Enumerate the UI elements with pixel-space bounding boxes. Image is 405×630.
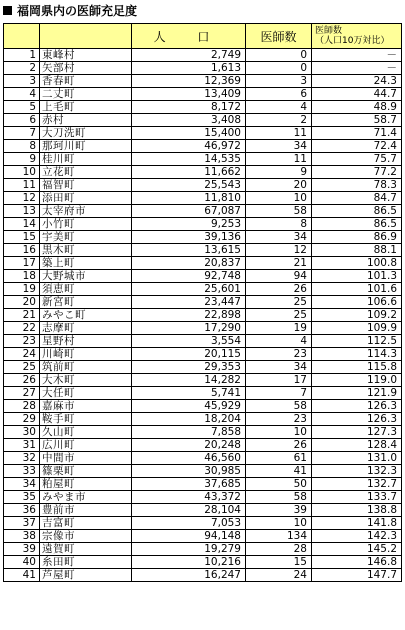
municipality-name: 立花町	[40, 166, 132, 179]
population-cell: 7,858	[132, 426, 246, 439]
municipality-name: 新宮町	[40, 296, 132, 309]
population-cell: 28,104	[132, 504, 246, 517]
table-row	[4, 413, 402, 426]
population-cell: 22,898	[132, 309, 246, 322]
row-number: 41	[4, 569, 40, 582]
doctor-count-cell: 41	[246, 465, 312, 478]
population-cell: 46,560	[132, 452, 246, 465]
page-title	[3, 1, 137, 21]
doctor-count-cell: 134	[246, 530, 312, 543]
doctor-count-cell: 21	[246, 257, 312, 270]
doctor-count-cell: 50	[246, 478, 312, 491]
ratio-cell: 109.9	[312, 322, 402, 335]
municipality-name: 東峰村	[40, 49, 132, 62]
ratio-cell: 24.3	[312, 75, 402, 88]
row-number: 31	[4, 439, 40, 452]
row-number: 21	[4, 309, 40, 322]
row-number: 15	[4, 231, 40, 244]
population-cell: 94,148	[132, 530, 246, 543]
ratio-cell: 44.7	[312, 88, 402, 101]
page-title-text: 福岡県内の医師充足度	[17, 4, 138, 18]
table-row	[4, 491, 402, 504]
ratio-cell: 128.4	[312, 439, 402, 452]
ratio-cell: 109.2	[312, 309, 402, 322]
row-number: 2	[4, 62, 40, 75]
population-cell: 5,741	[132, 387, 246, 400]
population-cell: 12,369	[132, 75, 246, 88]
ratio-cell: 75.7	[312, 153, 402, 166]
ratio-cell: 114.3	[312, 348, 402, 361]
row-number: 9	[4, 153, 40, 166]
municipality-name: 筑前町	[40, 361, 132, 374]
row-number: 1	[4, 49, 40, 62]
population-cell: 11,662	[132, 166, 246, 179]
population-cell: 20,115	[132, 348, 246, 361]
table-row	[4, 361, 402, 374]
table-row	[4, 309, 402, 322]
row-number: 11	[4, 179, 40, 192]
doctor-count-cell: 58	[246, 491, 312, 504]
square-bullet-icon	[3, 6, 12, 15]
ratio-cell: 131.0	[312, 452, 402, 465]
table-row	[4, 101, 402, 114]
ratio-cell: 77.2	[312, 166, 402, 179]
doctor-count-cell: 3	[246, 75, 312, 88]
table-row	[4, 452, 402, 465]
doctor-sufficiency-table	[3, 23, 402, 582]
municipality-name: 小竹町	[40, 218, 132, 231]
table-row	[4, 465, 402, 478]
row-number: 22	[4, 322, 40, 335]
population-cell: 14,535	[132, 153, 246, 166]
ratio-cell: 146.8	[312, 556, 402, 569]
table-row	[4, 231, 402, 244]
row-number: 25	[4, 361, 40, 374]
ratio-cell: －	[312, 62, 402, 75]
ratio-cell: 101.6	[312, 283, 402, 296]
table-row	[4, 244, 402, 257]
doctor-count-cell: 9	[246, 166, 312, 179]
ratio-cell: 133.7	[312, 491, 402, 504]
doctor-count-cell: 4	[246, 335, 312, 348]
table-row	[4, 88, 402, 101]
population-cell: 8,172	[132, 101, 246, 114]
table-row	[4, 257, 402, 270]
doctor-count-cell: 94	[246, 270, 312, 283]
row-number: 29	[4, 413, 40, 426]
municipality-name: 遠賀町	[40, 543, 132, 556]
table-row	[4, 335, 402, 348]
population-cell: 25,543	[132, 179, 246, 192]
doctor-count-cell: 58	[246, 205, 312, 218]
table-row	[4, 166, 402, 179]
population-cell: 23,447	[132, 296, 246, 309]
doctor-count-cell: 34	[246, 140, 312, 153]
municipality-name: 中間市	[40, 452, 132, 465]
doctor-count-cell: 34	[246, 361, 312, 374]
table-row	[4, 400, 402, 413]
municipality-name: 芦屋町	[40, 569, 132, 582]
ratio-cell: 78.3	[312, 179, 402, 192]
population-cell: 14,282	[132, 374, 246, 387]
municipality-name: 矢部村	[40, 62, 132, 75]
municipality-name: 須恵町	[40, 283, 132, 296]
doctor-count-cell: 23	[246, 348, 312, 361]
ratio-cell: 101.3	[312, 270, 402, 283]
municipality-name: 添田町	[40, 192, 132, 205]
municipality-name: みやま市	[40, 491, 132, 504]
row-number: 30	[4, 426, 40, 439]
row-number: 14	[4, 218, 40, 231]
doctor-count-cell: 10	[246, 517, 312, 530]
population-cell: 46,972	[132, 140, 246, 153]
row-number: 13	[4, 205, 40, 218]
doctor-count-cell: 24	[246, 569, 312, 582]
row-number: 12	[4, 192, 40, 205]
header-doctors: 医師数	[246, 24, 312, 49]
row-number: 36	[4, 504, 40, 517]
row-number: 4	[4, 88, 40, 101]
header-population: 人 口	[132, 24, 246, 49]
municipality-name: 築上町	[40, 257, 132, 270]
doctor-count-cell: 0	[246, 62, 312, 75]
doctor-count-cell: 0	[246, 49, 312, 62]
row-number: 24	[4, 348, 40, 361]
table-row	[4, 192, 402, 205]
municipality-name: 広川町	[40, 439, 132, 452]
municipality-name: 川崎町	[40, 348, 132, 361]
municipality-name: 那珂川町	[40, 140, 132, 153]
row-number: 17	[4, 257, 40, 270]
table-row	[4, 296, 402, 309]
table-row	[4, 374, 402, 387]
municipality-name: 大刀洗町	[40, 127, 132, 140]
table-row	[4, 569, 402, 582]
table-row	[4, 270, 402, 283]
header-ratio-line1: 医師数	[315, 26, 343, 36]
row-number: 33	[4, 465, 40, 478]
population-cell: 30,985	[132, 465, 246, 478]
doctor-count-cell: 10	[246, 426, 312, 439]
doctor-count-cell: 11	[246, 153, 312, 166]
table-row	[4, 218, 402, 231]
table-row	[4, 127, 402, 140]
row-number: 7	[4, 127, 40, 140]
row-number: 19	[4, 283, 40, 296]
population-cell: 45,929	[132, 400, 246, 413]
municipality-name: 大野城市	[40, 270, 132, 283]
table-row	[4, 504, 402, 517]
doctor-count-cell: 12	[246, 244, 312, 257]
ratio-cell: 121.9	[312, 387, 402, 400]
table-header-row	[4, 24, 402, 49]
ratio-cell: 71.4	[312, 127, 402, 140]
doctor-count-cell: 4	[246, 101, 312, 114]
municipality-name: 志摩町	[40, 322, 132, 335]
doctor-count-cell: 39	[246, 504, 312, 517]
doctor-count-cell: 28	[246, 543, 312, 556]
ratio-cell: 88.1	[312, 244, 402, 257]
population-cell: 2,749	[132, 49, 246, 62]
population-cell: 7,053	[132, 517, 246, 530]
municipality-name: 福智町	[40, 179, 132, 192]
ratio-cell: 141.8	[312, 517, 402, 530]
table-row	[4, 49, 402, 62]
population-cell: 3,554	[132, 335, 246, 348]
table-row	[4, 478, 402, 491]
doctor-count-cell: 19	[246, 322, 312, 335]
table-row	[4, 75, 402, 88]
table-row	[4, 517, 402, 530]
row-number: 5	[4, 101, 40, 114]
row-number: 16	[4, 244, 40, 257]
municipality-name: 宗像市	[40, 530, 132, 543]
table-row	[4, 348, 402, 361]
doctor-count-cell: 7	[246, 387, 312, 400]
row-number: 3	[4, 75, 40, 88]
municipality-name: 上毛町	[40, 101, 132, 114]
ratio-cell: 48.9	[312, 101, 402, 114]
ratio-cell: 58.7	[312, 114, 402, 127]
ratio-cell: 106.6	[312, 296, 402, 309]
municipality-name: 太宰府市	[40, 205, 132, 218]
table-row	[4, 322, 402, 335]
row-number: 28	[4, 400, 40, 413]
ratio-cell: 138.8	[312, 504, 402, 517]
table-row	[4, 543, 402, 556]
header-ratio	[312, 24, 402, 49]
population-cell: 67,087	[132, 205, 246, 218]
municipality-name: 粕屋町	[40, 478, 132, 491]
doctor-count-cell: 2	[246, 114, 312, 127]
ratio-cell: 145.2	[312, 543, 402, 556]
doctor-count-cell: 58	[246, 400, 312, 413]
row-number: 6	[4, 114, 40, 127]
row-number: 8	[4, 140, 40, 153]
population-cell: 13,409	[132, 88, 246, 101]
municipality-name: 香春町	[40, 75, 132, 88]
ratio-cell: 72.4	[312, 140, 402, 153]
row-number: 10	[4, 166, 40, 179]
row-number: 27	[4, 387, 40, 400]
population-cell: 20,837	[132, 257, 246, 270]
municipality-name: みやこ町	[40, 309, 132, 322]
ratio-cell: －	[312, 49, 402, 62]
municipality-name: 桂川町	[40, 153, 132, 166]
doctor-count-cell: 6	[246, 88, 312, 101]
population-cell: 3,408	[132, 114, 246, 127]
row-number: 39	[4, 543, 40, 556]
population-cell: 9,253	[132, 218, 246, 231]
population-cell: 25,601	[132, 283, 246, 296]
population-cell: 19,279	[132, 543, 246, 556]
doctor-count-cell: 23	[246, 413, 312, 426]
header-no	[4, 24, 40, 49]
table-row	[4, 283, 402, 296]
ratio-cell: 112.5	[312, 335, 402, 348]
doctor-count-cell: 34	[246, 231, 312, 244]
row-number: 37	[4, 517, 40, 530]
doctor-count-cell: 8	[246, 218, 312, 231]
doctor-count-cell: 15	[246, 556, 312, 569]
population-cell: 17,290	[132, 322, 246, 335]
row-number: 38	[4, 530, 40, 543]
header-ratio-line2: （人口10万対比）	[315, 36, 390, 46]
table-row	[4, 114, 402, 127]
municipality-name: 赤村	[40, 114, 132, 127]
population-cell: 20,248	[132, 439, 246, 452]
row-number: 20	[4, 296, 40, 309]
ratio-cell: 86.5	[312, 205, 402, 218]
population-cell: 37,685	[132, 478, 246, 491]
population-cell: 1,613	[132, 62, 246, 75]
doctor-count-cell: 26	[246, 283, 312, 296]
municipality-name: 大木町	[40, 374, 132, 387]
population-cell: 11,810	[132, 192, 246, 205]
ratio-cell: 127.3	[312, 426, 402, 439]
municipality-name: 吉富町	[40, 517, 132, 530]
doctor-count-cell: 10	[246, 192, 312, 205]
table-row	[4, 387, 402, 400]
table-row	[4, 439, 402, 452]
table-row	[4, 426, 402, 439]
table-row	[4, 179, 402, 192]
municipality-name: 久山町	[40, 426, 132, 439]
municipality-name: 星野村	[40, 335, 132, 348]
table-row	[4, 140, 402, 153]
municipality-name: 大任町	[40, 387, 132, 400]
row-number: 18	[4, 270, 40, 283]
population-cell: 13,615	[132, 244, 246, 257]
table-row	[4, 62, 402, 75]
row-number: 34	[4, 478, 40, 491]
row-number: 26	[4, 374, 40, 387]
ratio-cell: 126.3	[312, 400, 402, 413]
municipality-name: 鞍手町	[40, 413, 132, 426]
ratio-cell: 100.8	[312, 257, 402, 270]
population-cell: 92,748	[132, 270, 246, 283]
municipality-name: 篠栗町	[40, 465, 132, 478]
ratio-cell: 84.7	[312, 192, 402, 205]
ratio-cell: 147.7	[312, 569, 402, 582]
row-number: 40	[4, 556, 40, 569]
population-cell: 29,353	[132, 361, 246, 374]
doctor-count-cell: 20	[246, 179, 312, 192]
ratio-cell: 142.3	[312, 530, 402, 543]
table-row	[4, 205, 402, 218]
row-number: 35	[4, 491, 40, 504]
ratio-cell: 115.8	[312, 361, 402, 374]
table-row	[4, 530, 402, 543]
ratio-cell: 132.3	[312, 465, 402, 478]
row-number: 32	[4, 452, 40, 465]
ratio-cell: 86.9	[312, 231, 402, 244]
population-cell: 18,204	[132, 413, 246, 426]
ratio-cell: 86.5	[312, 218, 402, 231]
ratio-cell: 126.3	[312, 413, 402, 426]
population-cell: 39,136	[132, 231, 246, 244]
doctor-count-cell: 11	[246, 127, 312, 140]
municipality-name: 糸田町	[40, 556, 132, 569]
doctor-count-cell: 25	[246, 309, 312, 322]
header-name	[40, 24, 132, 49]
doctor-count-cell: 26	[246, 439, 312, 452]
table-row	[4, 556, 402, 569]
municipality-name: 宇美町	[40, 231, 132, 244]
row-number: 23	[4, 335, 40, 348]
population-cell: 10,216	[132, 556, 246, 569]
doctor-count-cell: 25	[246, 296, 312, 309]
population-cell: 43,372	[132, 491, 246, 504]
table-row	[4, 153, 402, 166]
municipality-name: 嘉麻市	[40, 400, 132, 413]
municipality-name: 豊前市	[40, 504, 132, 517]
ratio-cell: 119.0	[312, 374, 402, 387]
doctor-count-cell: 17	[246, 374, 312, 387]
municipality-name: 二丈町	[40, 88, 132, 101]
population-cell: 15,400	[132, 127, 246, 140]
ratio-cell: 132.7	[312, 478, 402, 491]
population-cell: 16,247	[132, 569, 246, 582]
municipality-name: 黒木町	[40, 244, 132, 257]
doctor-count-cell: 61	[246, 452, 312, 465]
